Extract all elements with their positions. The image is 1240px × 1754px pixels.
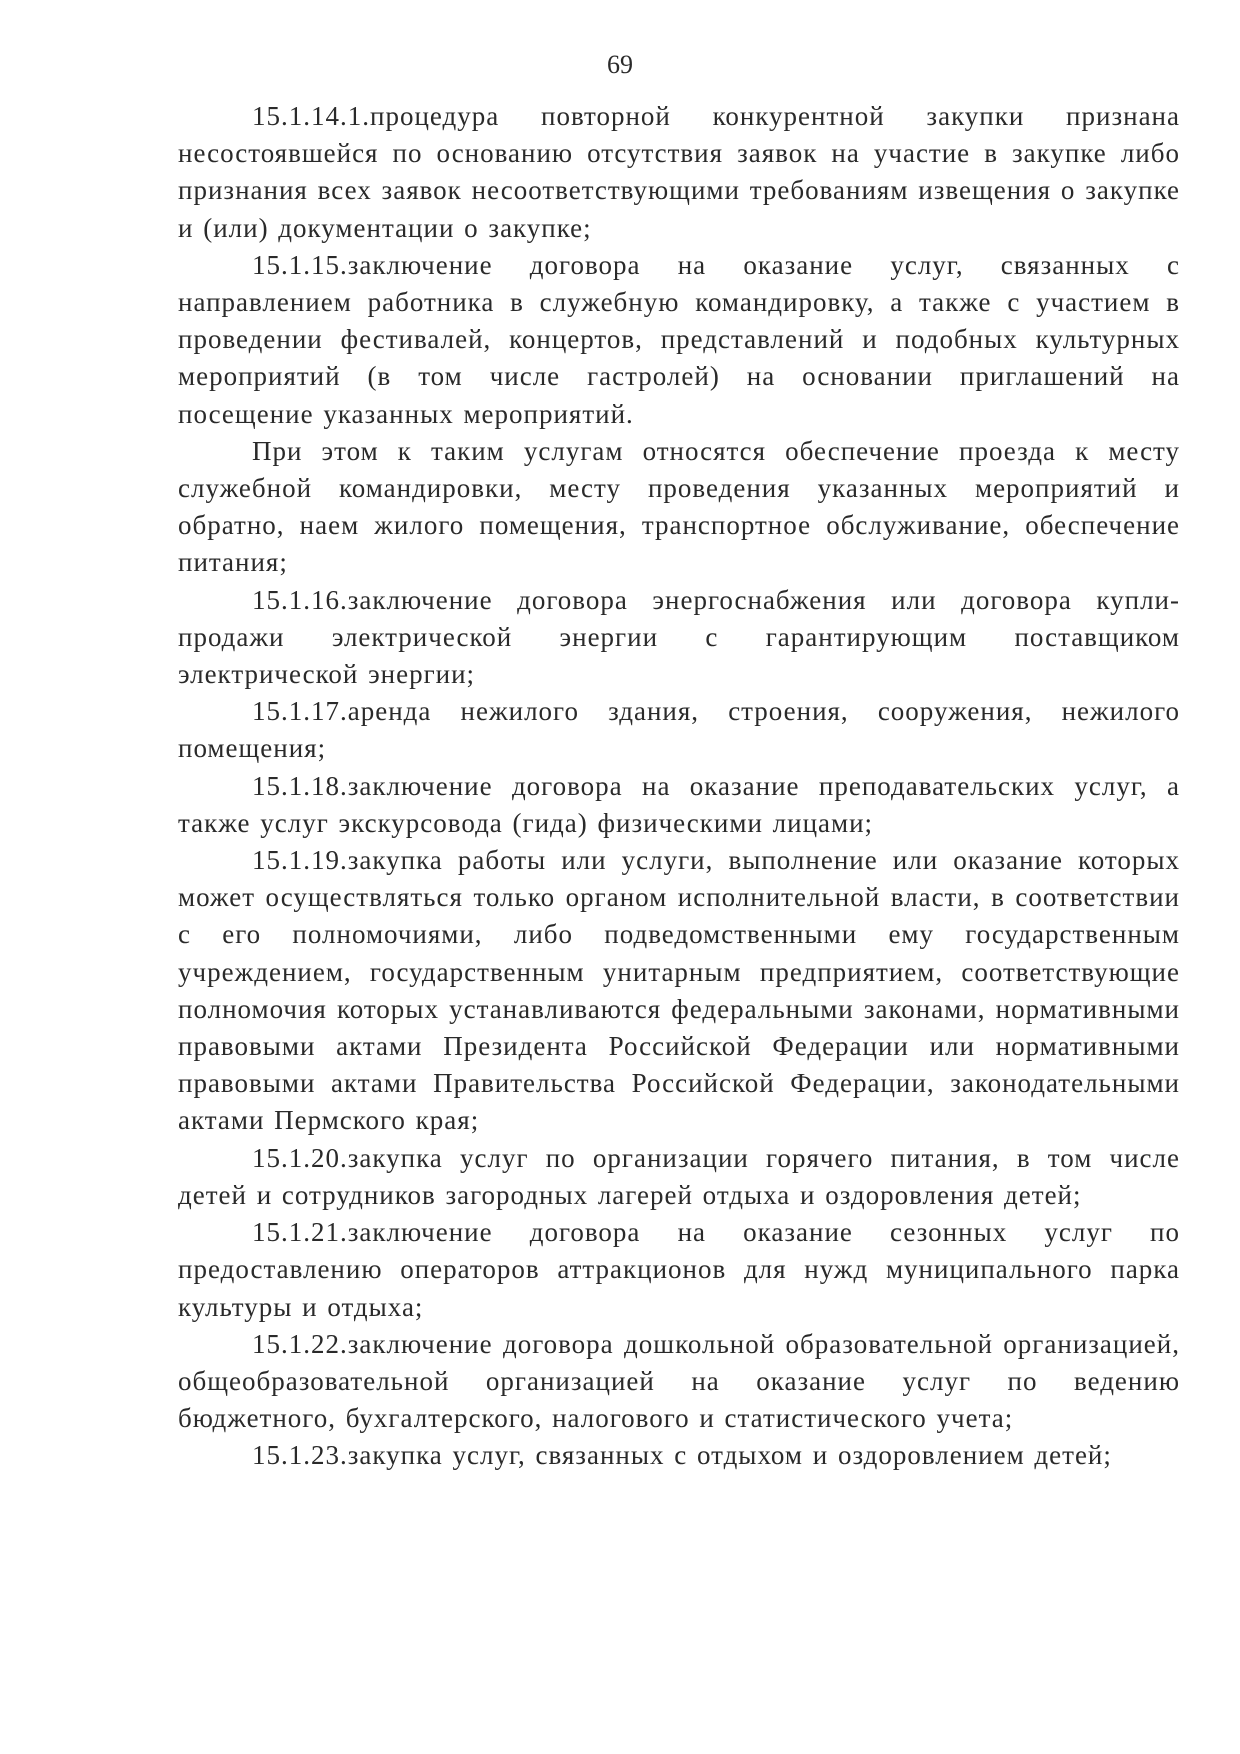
page-number: 69 bbox=[607, 50, 633, 79]
paragraph-15-1-19: 15.1.19.закупка работы или услуги, выполнение или оказание которых может осуществляться только органом исполнительной власти, в соответствии с его полномочиями, либо подведомственными ему государственным учреждением, государственным унитарным предприятием, соответствующие полномочия которых устанавливаются федеральными законами, нормативными правовыми актами Президента Российской Федерации или нормативными правовыми актами Правительства Российской Федерации, законодательными актами Пермского края; bbox=[178, 845, 1180, 1136]
paragraph-15-1-22: 15.1.22.заключение договора дошкольной образовательной организацией, общеобразовательной организацией на оказание услуг по ведению бюджетного, бухгалтерского, налогового и статистического учета; bbox=[178, 1328, 1180, 1434]
paragraph-15-1-18: 15.1.18.заключение договора на оказание преподавательских услуг, а также услуг экскурсовода (гида) физическими лицами; bbox=[178, 770, 1180, 838]
paragraph-15-1-23: 15.1.23.закупка услуг, связанных с отдыхом и оздоровлением детей; bbox=[252, 1440, 1112, 1471]
paragraph-15-1-21: 15.1.21.заключение договора на оказание сезонных услуг по предоставлению операторов аттракционов для нужд муниципального парка культуры и отдыха; bbox=[178, 1217, 1180, 1322]
paragraph-15-1-17: 15.1.17.аренда нежилого здания, строения, сооружения, нежилого помещения; bbox=[178, 696, 1180, 764]
document-body bbox=[178, 98, 1180, 1475]
paragraph-15-1-14-1: 15.1.14.1.процедура повторной конкурентной закупки признана несостоявшейся по основанию отсутствия заявок на участие в закупке либо признания всех заявок несоответствующими требованиям извещения о закупке и (или) документации о закупке; bbox=[178, 101, 1180, 243]
paragraph-15-1-16: 15.1.16.заключение договора энергоснабжения или договора купли-продажи электрической энергии с гарантирующим поставщиком электрической энергии; bbox=[178, 584, 1180, 690]
paragraph-15-1-20: 15.1.20.закупка услуг по организации горячего питания, в том числе детей и сотрудников загородных лагерей отдыха и оздоровления детей; bbox=[178, 1142, 1180, 1210]
paragraph-15-1-15-services: При этом к таким услугам относятся обеспечение проезда к месту служебной командировки, месту проведения указанных мероприятий и обратно, наем жилого помещения, транспортное обслуживание, обеспечение питания; bbox=[178, 435, 1180, 578]
paragraph-15-1-15: 15.1.15.заключение договора на оказание услуг, связанных с направлением работника в служебную командировку, а также с участием в проведении фестивалей, концертов, представлений и подобных культурных мероприятий (в том числе гастролей) на основании приглашений на посещение указанных мероприятий. bbox=[178, 249, 1180, 429]
